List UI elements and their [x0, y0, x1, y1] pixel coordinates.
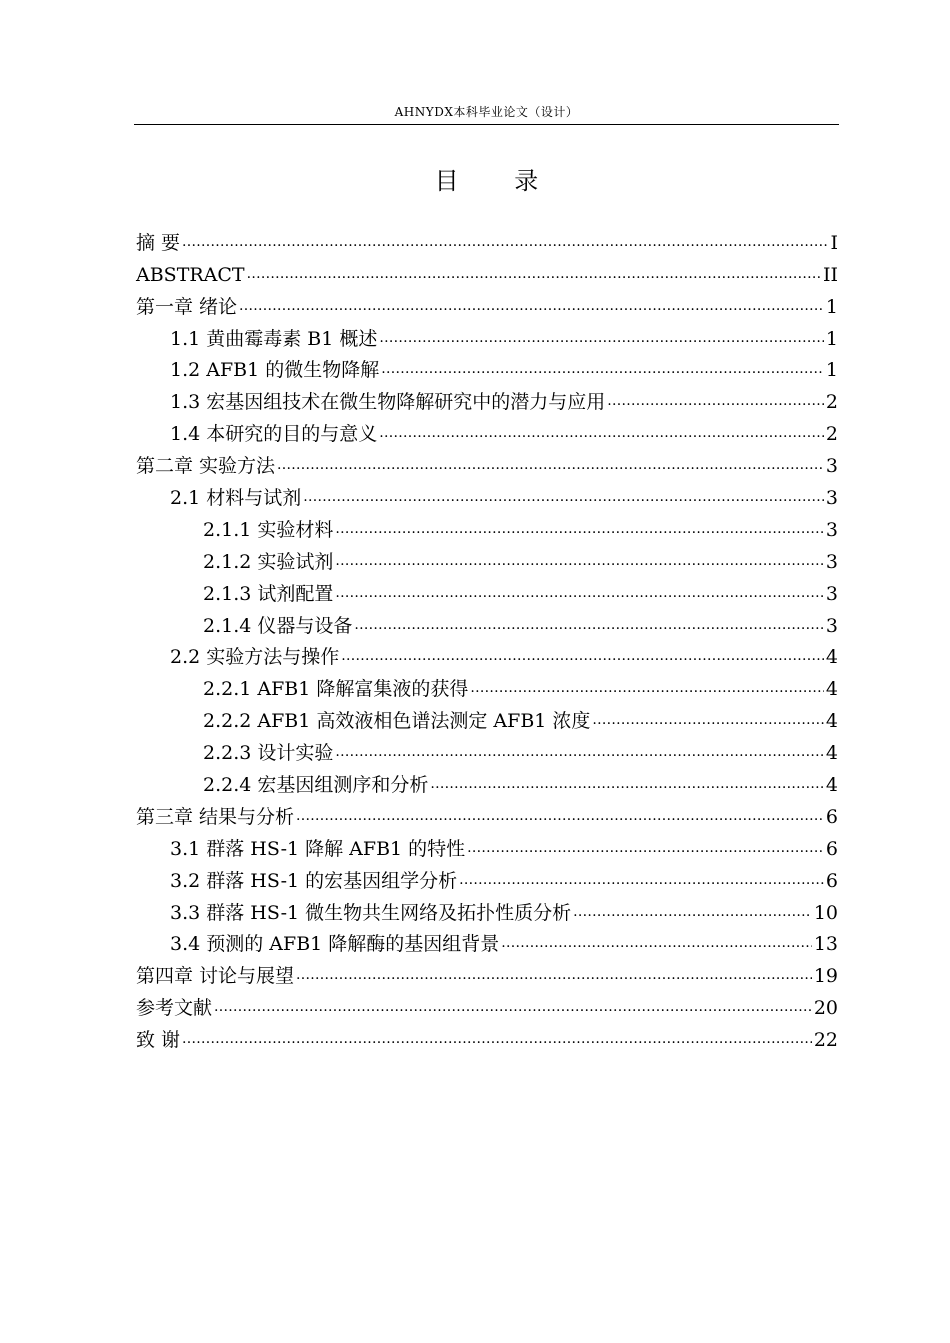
toc-dot-leader	[381, 345, 824, 377]
toc-entry-label: ABSTRACT	[136, 263, 245, 286]
toc-dot-leader	[592, 695, 823, 727]
toc-entry-page-number: 4	[825, 742, 838, 765]
header-divider	[134, 124, 839, 125]
toc-entry-page-number: 3	[825, 614, 838, 637]
toc-dot-leader	[379, 408, 824, 440]
toc-entry-page-number: 3	[825, 550, 838, 573]
toc-dot-leader	[335, 727, 824, 759]
toc-entry-page-number: 13	[813, 933, 838, 956]
toc-entry-page-number: 19	[813, 965, 838, 988]
toc-entry-page-number: 1	[825, 359, 838, 382]
table-of-contents	[136, 217, 838, 1052]
toc-entry-label: 1.4 本研究的目的与意义	[170, 423, 378, 446]
toc-entry-page-number: 1	[825, 327, 838, 350]
toc-entry[interactable]	[136, 281, 838, 318]
toc-entry-page-number: 20	[813, 997, 838, 1020]
toc-entry-label: 2.2 实验方法与操作	[170, 646, 340, 669]
toc-entry-page-number: 4	[825, 774, 838, 797]
toc-entry-label: 参考文献	[136, 997, 213, 1020]
toc-dot-leader	[430, 759, 824, 791]
toc-entry-label: 2.2.1 AFB1 降解富集液的获得	[203, 678, 469, 701]
toc-dot-leader	[182, 217, 828, 249]
running-header: AHNYDX本科毕业论文（设计）	[394, 105, 579, 119]
toc-dot-leader	[239, 281, 824, 313]
toc-dot-leader	[296, 791, 824, 823]
toc-title: 目 录	[434, 167, 563, 195]
toc-dot-leader	[341, 632, 824, 664]
toc-entry-label: 第三章 结果与分析	[136, 805, 295, 828]
toc-dot-leader	[296, 950, 812, 982]
toc-dot-leader	[354, 600, 824, 632]
toc-entry-label: 1.1 黄曲霉毒素 B1 概述	[170, 327, 378, 350]
toc-entry-page-number: 3	[825, 582, 838, 605]
toc-dot-leader	[247, 249, 821, 281]
toc-dot-leader	[607, 376, 824, 408]
toc-entry-page-number: 2	[825, 391, 838, 414]
toc-entry-page-number: 2	[825, 423, 838, 446]
toc-entry[interactable]	[136, 1014, 838, 1052]
toc-dot-leader	[182, 1014, 812, 1046]
toc-entry-page-number: 6	[825, 869, 838, 892]
toc-dot-leader	[467, 823, 824, 855]
toc-entry-page-number: 4	[825, 646, 838, 669]
toc-dot-leader	[335, 568, 824, 600]
toc-entry-label: 致 谢	[136, 1029, 181, 1052]
toc-entry-page-number: 3	[825, 455, 838, 478]
toc-dot-leader	[214, 982, 812, 1014]
toc-entry[interactable]	[136, 217, 838, 254]
toc-entry-page-number: 10	[813, 901, 838, 924]
toc-entry[interactable]	[136, 982, 838, 1020]
toc-entry-label: 2.2.3 设计实验	[203, 742, 334, 765]
toc-entry-label: 3.3 群落 HS-1 微生物共生网络及拓扑性质分析	[170, 901, 572, 924]
toc-dot-leader	[470, 663, 824, 695]
toc-entry-page-number: 6	[825, 837, 838, 860]
toc-entry-label: 第二章 实验方法	[136, 455, 276, 478]
toc-entry-label: 2.1.3 试剂配置	[203, 582, 334, 605]
toc-entry-label: 1.2 AFB1 的微生物降解	[170, 359, 380, 382]
toc-entry-page-number: 3	[825, 487, 838, 510]
toc-dot-leader	[379, 313, 824, 345]
toc-dot-leader	[277, 440, 824, 472]
toc-entry-page-number: 4	[825, 710, 838, 733]
toc-entry-label: 1.3 宏基因组技术在微生物降解研究中的潜力与应用	[170, 391, 606, 414]
toc-entry-label: 2.1.1 实验材料	[203, 518, 334, 541]
toc-dot-leader	[303, 472, 824, 504]
toc-entry-page-number: 22	[813, 1029, 838, 1052]
toc-dot-leader	[459, 855, 824, 887]
toc-entry[interactable]	[136, 313, 838, 350]
toc-dot-leader	[501, 919, 812, 951]
toc-dot-leader	[335, 504, 824, 536]
toc-entry-label: 3.4 预测的 AFB1 降解酶的基因组背景	[170, 933, 500, 956]
toc-entry-label: 3.1 群落 HS-1 降解 AFB1 的特性	[170, 837, 466, 860]
toc-entry-label: 2.1.4 仪器与设备	[203, 614, 353, 637]
toc-dot-leader	[335, 536, 824, 568]
toc-entry[interactable]	[136, 249, 838, 286]
toc-entry-label: 2.1 材料与试剂	[170, 487, 302, 510]
toc-entry-page-number: 1	[825, 295, 838, 318]
toc-entry-page-number: I	[830, 231, 838, 254]
toc-entry-label: 第一章 绪论	[136, 295, 238, 318]
toc-entry-label: 2.2.4 宏基因组测序和分析	[203, 774, 429, 797]
toc-entry-page-number: II	[822, 263, 838, 286]
toc-entry-label: 3.2 群落 HS-1 的宏基因组学分析	[170, 869, 458, 892]
toc-entry-label: 2.2.2 AFB1 高效液相色谱法测定 AFB1 浓度	[203, 710, 591, 733]
toc-entry-page-number: 4	[825, 678, 838, 701]
toc-entry-label: 第四章 讨论与展望	[136, 965, 295, 988]
toc-entry-label: 摘 要	[136, 231, 181, 254]
toc-entry-page-number: 3	[825, 518, 838, 541]
toc-entry-page-number: 6	[825, 805, 838, 828]
toc-dot-leader	[573, 887, 812, 919]
toc-entry-label: 2.1.2 实验试剂	[203, 550, 334, 573]
